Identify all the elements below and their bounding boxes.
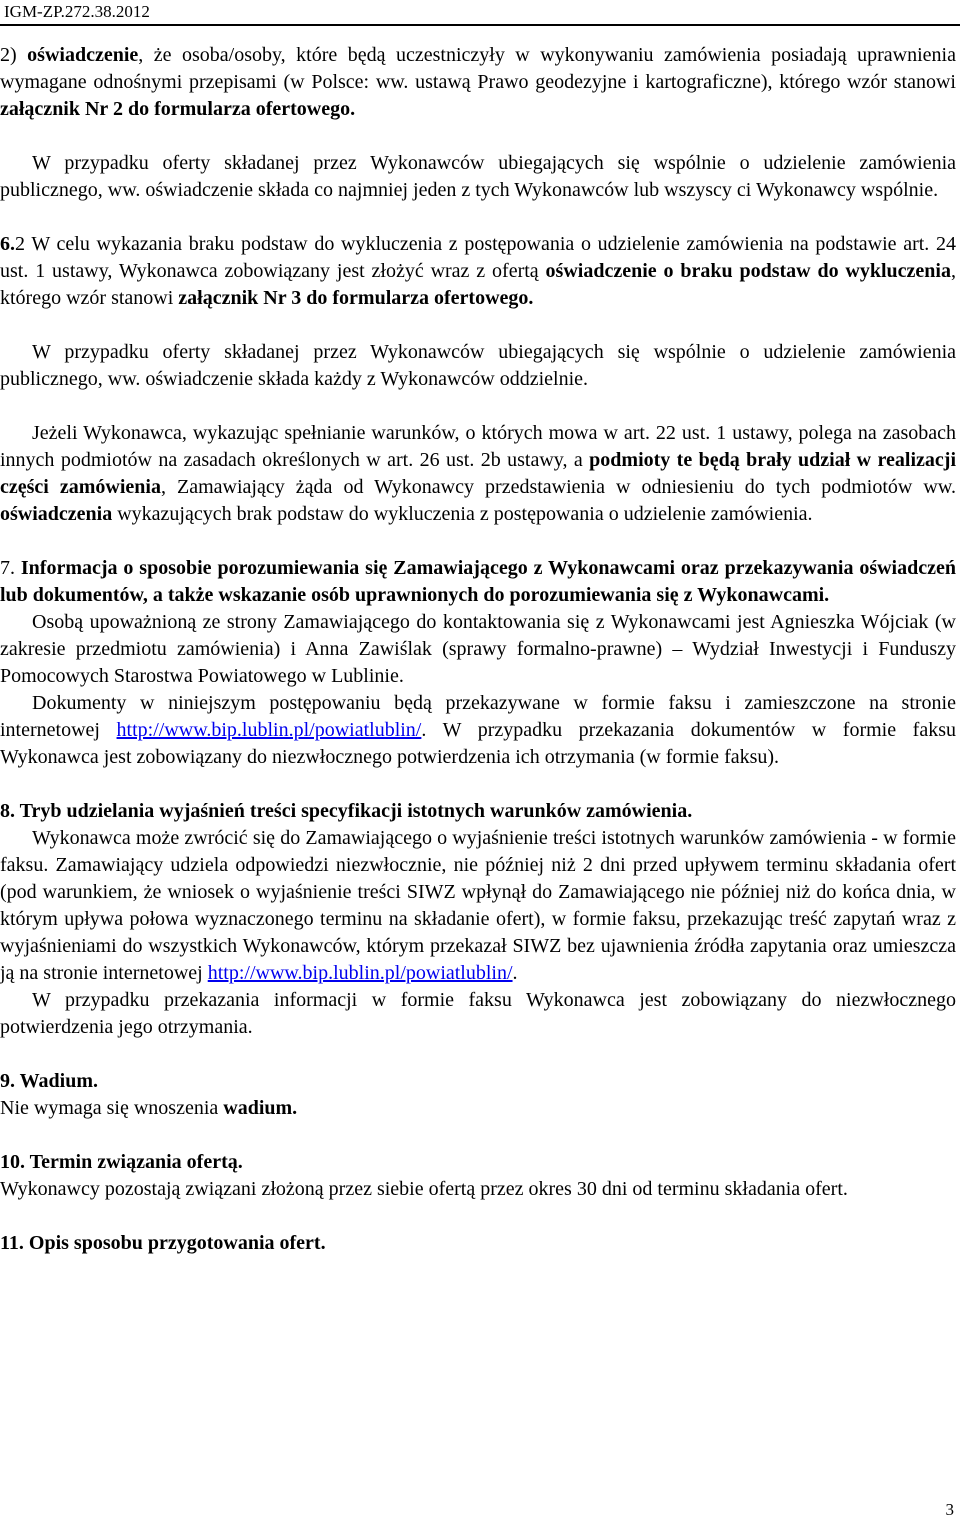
bold-term: podmioty te będą brały udział w realizacji części zamówienia bbox=[0, 449, 956, 498]
bold-term: oświadczenie bbox=[27, 44, 139, 66]
bold-annex-reference: załącznik Nr 3 do formularza ofertowego. bbox=[178, 287, 534, 309]
section-9-text bbox=[0, 1095, 956, 1122]
paragraph-statement-2 bbox=[0, 42, 956, 123]
section-number: 7. bbox=[0, 557, 21, 579]
text-run: , że osoba/osoby, które będą uczestniczyły w wykonywaniu zamówienia posiadają uprawnienia wymagane odnośnymi przepisami (w Polsce: ww. ustawą Prawo geodezyjne i kartograficzne), którego wzór stanowi bbox=[0, 44, 956, 93]
text-run: , którego wzór stanowi bbox=[0, 260, 956, 309]
section-11-heading bbox=[0, 1230, 956, 1257]
paragraph-third-party-resources bbox=[0, 420, 956, 528]
section-10-text: Wykonawcy pozostają związani złożoną przez siebie ofertą przez okres 30 dni od terminu składania ofert. bbox=[0, 1178, 848, 1200]
text-run: Jeżeli Wykonawca, wykazując spełnianie warunków, o których mowa w art. 22 ust. 1 ustawy, polega na zasobach innych podmiotów na zasadach określonych w art. 26 ust. 2b ustawy, a bbox=[0, 422, 956, 471]
bip-link[interactable]: http://www.bip.lublin.pl/powiatlublin/ bbox=[207, 962, 513, 984]
section-8-fax-confirmation: W przypadku przekazania informacji w formie faksu Wykonawca jest zobowiązany do niezwłocznego potwierdzenia jego otrzymania. bbox=[0, 989, 956, 1038]
section-8-clarifications bbox=[0, 825, 956, 987]
section-7-contact-persons: Osobą upoważnioną ze strony Zamawiającego do kontaktowania się z Wykonawcami jest Agnieszka Wójciak (w zakresie przedmiotu zamówienia) i Anna Zawiślak (sprawy formalno-prawne) – Wydział Inwestycji i Funduszy Pomocowych Starostwa Powiatowego w Lublinie. bbox=[0, 611, 956, 687]
text-run: Dokumenty w niniejszym postępowaniu będą przekazywane w formie faksu i zamieszczone na stronie internetowej bbox=[0, 692, 956, 741]
page-number: 3 bbox=[945, 1500, 954, 1519]
bold-annex-reference: załącznik Nr 2 do formularza ofertowego. bbox=[0, 98, 356, 120]
text-run: , Zamawiający żąda od Wykonawcy przedstawienia w odniesieniu do tych podmiotów ww. bbox=[160, 476, 956, 498]
section-8-heading bbox=[0, 798, 956, 825]
section-title: 10. Termin związania ofertą. bbox=[0, 1151, 243, 1173]
paragraph-joint-bidders: W przypadku oferty składanej przez Wykonawców ubiegających się wspólnie o udzielenie zamówienia publicznego, ww. oświadczenie składa co najmniej jeden z tych Wykonawców lub wszyscy ci Wykonawcy wspólnie. bbox=[0, 152, 956, 201]
text-run: wykazujących brak podstaw do wykluczenia z postępowania o udzielenie zamówienia. bbox=[112, 503, 813, 525]
text-run: 2 W celu wykazania braku podstaw do wykluczenia z postępowania o udzielenie zamówienia na podstawie art. 24 ust. 1 ustawy, Wykonawca zobowiązany jest złożyć wraz z ofertą bbox=[0, 233, 956, 282]
section-7-documents bbox=[0, 690, 956, 771]
section-9-heading bbox=[0, 1068, 956, 1095]
paragraph-joint-bidders-each: W przypadku oferty składanej przez Wykonawców ubiegających się wspólnie o udzielenie zamówienia publicznego, ww. oświadczenie składa każdy z Wykonawców oddzielnie. bbox=[0, 341, 956, 390]
bold-term: oświadczenia bbox=[0, 503, 113, 525]
bold-term: oświadczenie o braku podstaw do wykluczenia bbox=[545, 260, 951, 282]
section-10-heading bbox=[0, 1149, 956, 1176]
section-title: 8. Tryb udzielania wyjaśnień treści specyfikacji istotnych warunków zamówienia. bbox=[0, 800, 693, 822]
text-run: . W przypadku przekazania dokumentów w formie faksu Wykonawca jest zobowiązany do niezwłocznego potwierdzenia ich otrzymania (w formie faksu). bbox=[0, 719, 956, 768]
text-run: . bbox=[512, 962, 518, 984]
section-title: Informacja o sposobie porozumiewania się Zamawiającego z Wykonawcami oraz przekazywania oświadczeń lub dokumentów, a także wskazanie osób uprawnionych do porozumiewania się z Wykonawcami. bbox=[0, 557, 956, 606]
page-header bbox=[0, 0, 960, 26]
section-number: 6. bbox=[0, 233, 15, 255]
document-code: IGM-ZP.272.38.2012 bbox=[4, 2, 150, 21]
bold-term: wadium. bbox=[223, 1097, 298, 1119]
paragraph-6-2 bbox=[0, 231, 956, 312]
section-title: 9. Wadium. bbox=[0, 1070, 98, 1092]
item-number: 2) bbox=[0, 44, 28, 66]
section-title: 11. Opis sposobu przygotowania ofert. bbox=[0, 1232, 326, 1254]
text-run: Nie wymaga się wnoszenia bbox=[0, 1097, 224, 1119]
text-run: Wykonawca może zwrócić się do Zamawiającego o wyjaśnienie treści istotnych warunków zamówienia - w formie faksu. Zamawiający udziela odpowiedzi niezwłocznie, nie później niż 2 dni przed upływem terminu składania ofert (pod warunkiem, że wniosek o wyjaśnienie treści SIWZ wpłynął do Zamawiającego nie później niż do końca dnia, w którym upływa połowa wyznaczonego terminu na składanie ofert), w formie faksu, przekazując treść zapytań wraz z wyjaśnieniami do wszystkich Wykonawców, którym przekazał SIWZ bez ujawnienia źródła zapytania oraz umieszcza ją na stronie internetowej bbox=[0, 827, 956, 984]
section-7-heading bbox=[0, 555, 956, 609]
bip-link[interactable]: http://www.bip.lublin.pl/powiatlublin/ bbox=[116, 719, 422, 741]
document-body bbox=[0, 42, 956, 1257]
